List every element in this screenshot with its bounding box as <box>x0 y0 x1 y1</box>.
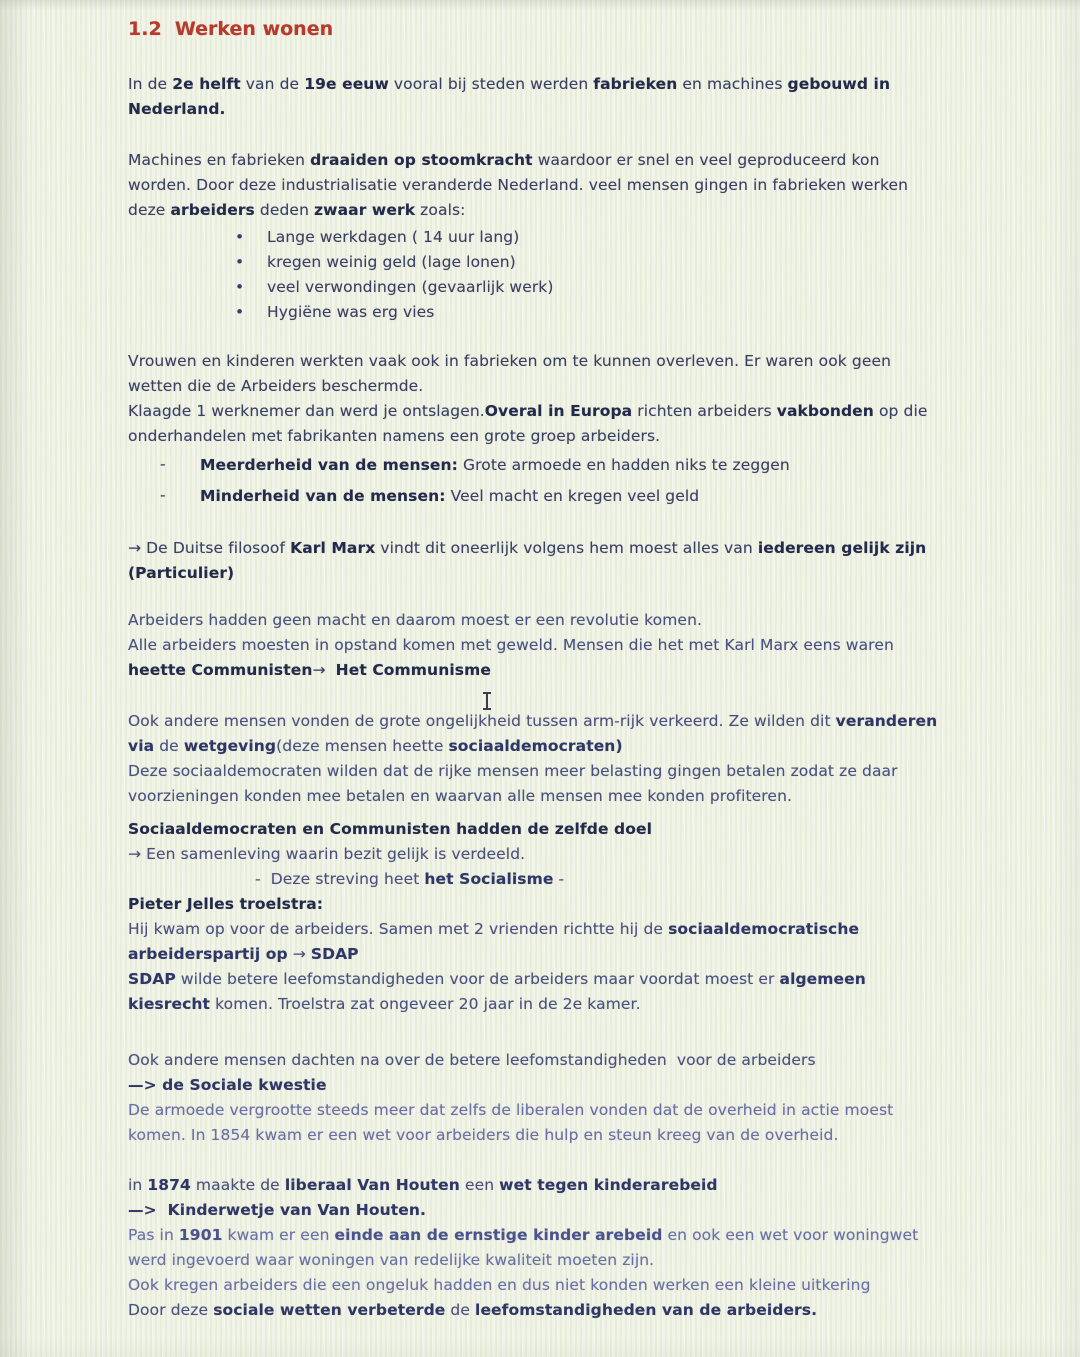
bold-text: zwaar werk <box>314 201 416 219</box>
text-line <box>128 917 980 942</box>
regular-text: veel verwondingen (gevaarlijk werk) <box>267 278 554 296</box>
regular-text: In de <box>128 75 173 93</box>
regular-text: komen. In 1854 kwam er een wet voor arbeiders die hulp en steun kreeg van de overheid. <box>128 1126 839 1144</box>
regular-text: Pas in <box>128 1226 179 1244</box>
text-line <box>128 1248 980 1273</box>
regular-text: en machines <box>677 75 788 93</box>
text-line <box>128 992 980 1017</box>
text-line <box>128 1048 980 1073</box>
regular-text: - <box>553 870 565 888</box>
bold-text: Nederland. <box>128 100 226 118</box>
regular-text: → De Duitse filosoof <box>128 539 291 557</box>
text-line <box>128 867 980 892</box>
bold-text: 2e helft <box>172 75 241 93</box>
bold-text: wet tegen kinderarebeid <box>499 1176 718 1194</box>
bullet-marker-icon: • <box>235 278 245 296</box>
text-line <box>128 1123 980 1148</box>
text-line <box>128 561 980 586</box>
regular-text: Veel macht en kregen veel geld <box>445 487 700 505</box>
regular-text: Alle arbeiders moesten in opstand komen met geweld. Mensen die het met Karl Marx eens waren <box>128 636 894 654</box>
regular-text: Ook andere mensen vonden de grote ongelijkheid tussen arm-rijk verkeerd. Ze wilden dit <box>128 712 836 730</box>
text-line <box>128 1273 980 1298</box>
bullet-item <box>128 225 980 250</box>
text-line <box>128 72 980 97</box>
text-line <box>128 892 980 917</box>
bold-text: Het Communisme <box>335 661 491 679</box>
text-line <box>128 1098 980 1123</box>
regular-text: maakte de <box>190 1176 285 1194</box>
regular-text: Arbeiders hadden geen macht en daarom moest er een revolutie komen. <box>128 611 703 629</box>
text-line <box>128 842 980 867</box>
text-line <box>128 608 980 633</box>
text-line <box>128 633 980 658</box>
regular-text: voorzieningen konden mee betalen en waarvan alle mensen mee konden profiteren. <box>128 787 793 805</box>
text-line <box>128 349 980 374</box>
bold-text: liberaal Van Houten <box>284 1176 460 1194</box>
bold-text: kiesrecht <box>128 995 211 1013</box>
bold-text: 1901 <box>178 1226 223 1244</box>
text-line <box>128 1198 980 1223</box>
text-line <box>128 817 980 842</box>
text-line <box>128 148 980 173</box>
bold-text: wetgeving <box>183 737 277 755</box>
bold-text: iedereen gelijk zijn <box>757 539 927 557</box>
bold-text: Minderheid van de mensen: <box>200 487 446 505</box>
regular-text: een <box>459 1176 500 1194</box>
regular-text: waardoor er snel en veel geproduceerd kon <box>532 151 880 169</box>
regular-text: richten arbeiders <box>632 402 777 420</box>
text-line <box>128 967 980 992</box>
bold-text: 1874 <box>147 1176 191 1194</box>
regular-text: wilde betere leefomstandigheden voor de arbeiders maar voordat moest er <box>175 970 780 988</box>
text-line <box>128 424 980 449</box>
regular-text: worden. Door deze industrialisatie veranderde Nederland. veel mensen gingen in fabrieken werken <box>128 176 909 194</box>
regular-text: op die <box>873 402 928 420</box>
bold-text: draaiden op stoomkracht <box>310 151 533 169</box>
text-line <box>128 1298 980 1323</box>
text-line <box>128 1173 980 1198</box>
text-cursor-ibeam <box>481 691 493 711</box>
dash-item <box>128 451 980 479</box>
regular-text: → <box>287 945 311 963</box>
regular-text: kwam er een <box>222 1226 335 1244</box>
bold-text: via <box>128 737 155 755</box>
regular-text: → <box>312 661 336 679</box>
bold-text: SDAP <box>128 970 176 988</box>
bold-text: —> de Sociale kwestie <box>128 1076 327 1094</box>
bold-text: algemeen <box>779 970 866 988</box>
text-line <box>128 784 980 809</box>
text-line <box>128 173 980 198</box>
ibeam-cap-bottom <box>483 708 491 710</box>
bold-text: gebouwd in <box>787 75 891 93</box>
text-line <box>128 374 980 399</box>
regular-text: werd ingevoerd waar woningen van redelijke kwaliteit moeten zijn. <box>128 1251 655 1269</box>
regular-text: Door deze <box>128 1301 214 1319</box>
bullet-item <box>128 300 980 325</box>
regular-text: vindt dit oneerlijk volgens hem moest alles van <box>375 539 758 557</box>
regular-text: Grote armoede en hadden niks te zeggen <box>457 456 790 474</box>
bold-text: Karl Marx <box>290 539 376 557</box>
regular-text: in <box>128 1176 148 1194</box>
text-line <box>128 399 980 424</box>
regular-text: deze <box>128 201 171 219</box>
regular-text: Vrouwen en kinderen werkten vaak ook in fabrieken om te kunnen overleven. Er waren ook geen <box>128 352 892 370</box>
regular-text: wetten die de Arbeiders beschermde. <box>128 377 424 395</box>
text-line <box>128 1223 980 1248</box>
bold-text: arbeiders <box>170 201 255 219</box>
bold-text: Sociaaldemocraten en Communisten hadden de zelfde doel <box>128 820 653 838</box>
regular-text: → Een samenleving waarin bezit gelijk is verdeeld. <box>128 845 526 863</box>
text-line <box>128 198 980 223</box>
bold-text: het Socialisme <box>424 870 554 888</box>
bold-text: sociale wetten verbeterde <box>213 1301 446 1319</box>
regular-text: komen. Troelstra zat ongeveer 20 jaar in de 2e kamer. <box>210 995 641 1013</box>
regular-text: kregen weinig geld (lage lonen) <box>267 253 516 271</box>
regular-text: en ook een wet voor woningwet <box>662 1226 919 1244</box>
regular-text: - Deze streving heet <box>255 870 425 888</box>
bullet-item <box>128 275 980 300</box>
regular-text: de <box>154 737 184 755</box>
regular-text: Hygiëne was erg vies <box>267 303 435 321</box>
bold-text: heette Communisten <box>128 661 313 679</box>
text-line <box>128 1073 980 1098</box>
text-line <box>128 759 980 784</box>
regular-text: vooral bij steden werden <box>388 75 594 93</box>
text-line <box>128 709 980 734</box>
bold-text: einde aan de ernstige kinder arebeid <box>334 1226 663 1244</box>
regular-text: onderhandelen met fabrikanten namens een grote groep arbeiders. <box>128 427 661 445</box>
text-line <box>128 97 980 122</box>
bold-text: (Particulier) <box>128 564 235 582</box>
bold-text: leefomstandigheden van de arbeiders. <box>475 1301 818 1319</box>
regular-text: zoals: <box>415 201 466 219</box>
text-line <box>128 942 980 967</box>
bullet-marker-icon: • <box>235 253 245 271</box>
bullet-marker-icon: • <box>235 303 245 321</box>
bold-text: arbeiderspartij op <box>128 945 288 963</box>
regular-text: deden <box>254 201 315 219</box>
regular-text: De armoede vergrootte steeds meer dat zelfs de liberalen vonden dat de overheid in actie moest <box>128 1101 894 1119</box>
bold-text: vakbonden <box>776 402 874 420</box>
dash-item <box>128 482 980 510</box>
bold-text: Pieter Jelles troelstra: <box>128 895 324 913</box>
bold-text: SDAP <box>310 945 359 963</box>
bold-text: Overal in Europa <box>484 402 633 420</box>
text-line <box>128 734 980 759</box>
text-line <box>128 658 980 683</box>
text-line <box>128 536 980 561</box>
regular-text: Lange werkdagen ( 14 uur lang) <box>267 228 520 246</box>
dash-marker-icon: - <box>160 455 166 473</box>
ibeam-stem <box>486 693 488 709</box>
regular-text: (deze mensen heette <box>276 737 449 755</box>
regular-text: Ook andere mensen dachten na over de betere leefomstandigheden voor de arbeiders <box>128 1051 816 1069</box>
regular-text: de <box>445 1301 476 1319</box>
bullet-marker-icon: • <box>235 228 245 246</box>
bold-text: sociaaldemocratische <box>668 920 860 938</box>
dash-marker-icon: - <box>160 486 166 504</box>
regular-text: van de <box>240 75 305 93</box>
bold-text: fabrieken <box>593 75 678 93</box>
regular-text: Machines en fabrieken <box>128 151 311 169</box>
regular-text: Hij kwam op voor de arbeiders. Samen met 2 vrienden richtte hij de <box>128 920 669 938</box>
bold-text: veranderen <box>835 712 938 730</box>
regular-text: Ook kregen arbeiders die een ongeluk hadden en dus niet konden werken een kleine uitkering <box>128 1276 871 1294</box>
regular-text: Klaagde 1 werknemer dan werd je ontslagen. <box>128 402 485 420</box>
regular-text: Deze sociaaldemocraten wilden dat de rijke mensen meer belasting gingen betalen zodat ze daar <box>128 762 898 780</box>
section-heading: 1.2 Werken wonen <box>128 18 334 40</box>
bullet-item <box>128 250 980 275</box>
bold-text: 19e eeuw <box>304 75 389 93</box>
bold-text: Meerderheid van de mensen: <box>200 456 458 474</box>
bold-text: sociaaldemocraten) <box>448 737 623 755</box>
bold-text: —> Kinderwetje van Van Houten. <box>128 1201 426 1219</box>
